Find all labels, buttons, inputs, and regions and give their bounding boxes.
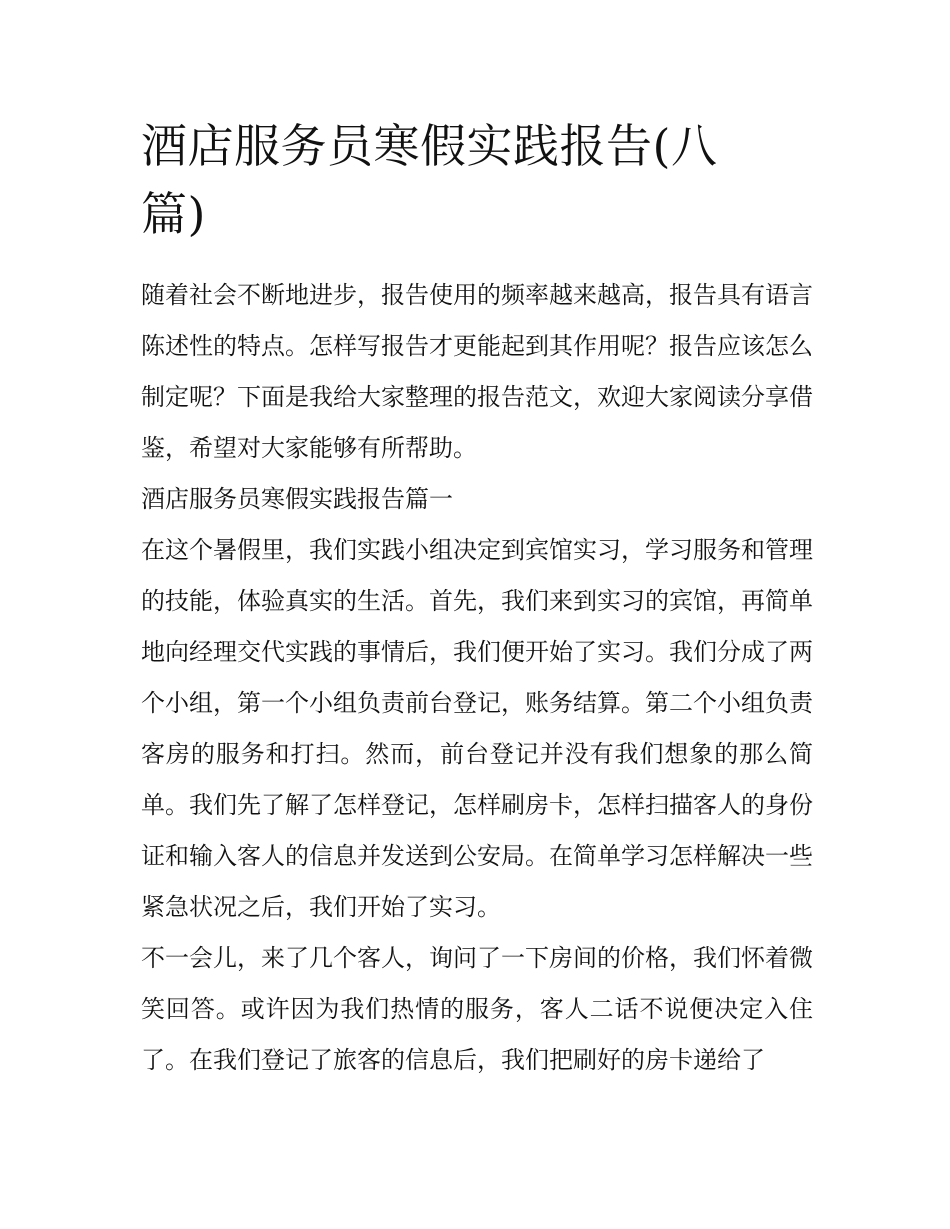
document-body bbox=[141, 112, 813, 1086]
body-paragraph: 在这个暑假里，我们实践小组决定到宾馆实习，学习服务和管理的技能，体验真实的生活。首先，我们来到实习的宾馆，再简单地向经理交代实践的事情后，我们便开始了实习。我们分成了两个小组，第一个小组负责前台登记，账务结算。第二个小组负责客房的服务和打扫。然而，前台登记并没有我们想象的那么简单。我们先了解了怎样登记，怎样刷房卡，怎样扫描客人的身份证和输入客人的信息并发送到公安局。在简单学习怎样解决一些紧急状况之后，我们开始了实习。 bbox=[141, 536, 813, 921]
document-title: 酒店服务员寒假实践报告(八篇) bbox=[141, 119, 718, 241]
body-paragraph: 不一会儿，来了几个客人，询问了一下房间的价格，我们怀着微笑回答。或许因为我们热情的服务，客人二话不说便决定入住了。在我们登记了旅客的信息后，我们把刷好的房卡递给了 bbox=[141, 944, 813, 1074]
section-heading: 酒店服务员寒假实践报告篇一 bbox=[141, 485, 453, 513]
intro-paragraph: 随着社会不断地进步，报告使用的频率越来越高，报告具有语言陈述性的特点。怎样写报告才更能起到其作用呢？报告应该怎么制定呢？下面是我给大家整理的报告范文，欢迎大家阅读分享借鉴，希望对大家能够有所帮助。 bbox=[141, 281, 813, 462]
